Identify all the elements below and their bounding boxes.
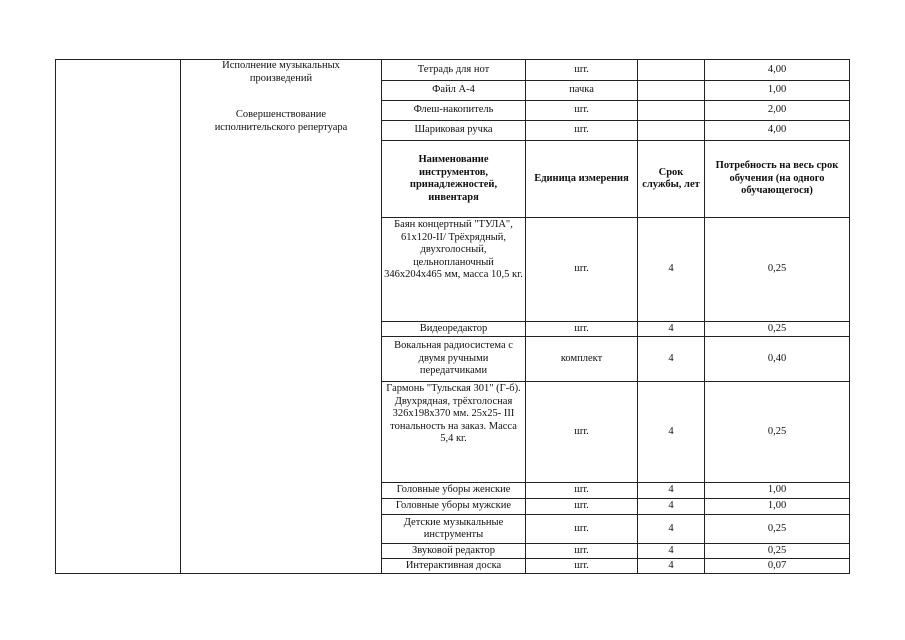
header-unit: Единица измерения [526,141,638,218]
item-unit: шт. [526,60,638,81]
header-need: Потребность на весь срок обучения (на одного обучающегося) [705,141,850,218]
item-need: 1,00 [705,483,850,499]
item-unit: шт. [526,101,638,121]
item-name: Звуковой редактор [382,544,526,559]
item-need: 4,00 [705,60,850,81]
header-name: Наименование инструментов, принадлежностей, инвентаря [382,141,526,218]
item-unit: шт. [526,322,638,337]
activity-cell [181,60,382,574]
activity-line: Совершенствование [235,109,327,120]
item-need: 2,00 [705,101,850,121]
item-need: 0,07 [705,559,850,574]
item-name: Вокальная радиосистема с двумя ручными передатчиками [382,337,526,382]
item-term: 4 [638,218,705,322]
item-name: Флеш-накопитель [382,101,526,121]
item-unit: шт. [526,382,638,483]
activity-line: исполнительского репертуара [214,121,348,133]
item-term: 4 [638,515,705,544]
item-term: 4 [638,382,705,483]
item-unit: комплект [526,337,638,382]
item-unit: шт. [526,483,638,499]
item-unit: шт. [526,515,638,544]
item-term: 4 [638,337,705,382]
item-name: Гармонь "Тульская 301" (Г-б). Двухрядная, трёхголосная 326х198х370 мм. 25х25- III тональность на заказ. Масса 5,4 кг. [382,382,526,483]
item-name: Баян концертный "ТУЛА", 61х120-II/ Трёхрядный, двухголосный, цельнопланочный 346х204х465 мм, масса 10,5 кг. [382,218,526,322]
item-need: 4,00 [705,121,850,141]
item-term: 4 [638,544,705,559]
item-name: Шариковая ручка [382,121,526,141]
item-name: Интерактивная доска [382,559,526,574]
item-term [638,81,705,101]
item-name: Головные уборы женские [382,483,526,499]
item-need: 0,25 [705,218,850,322]
item-term: 4 [638,499,705,515]
item-need: 0,25 [705,515,850,544]
item-need: 1,00 [705,499,850,515]
blank-column-cell [56,60,181,574]
item-name: Видеоредактор [382,322,526,337]
equipment-table [55,59,850,574]
item-name: Тетрадь для нот [382,60,526,81]
item-name: Детские музыкальные инструменты [382,515,526,544]
item-unit: шт. [526,218,638,322]
item-unit: шт. [526,544,638,559]
header-term: Срок службы, лет [638,141,705,218]
item-term [638,101,705,121]
item-need: 0,40 [705,337,850,382]
item-name: Файл А-4 [382,81,526,101]
item-unit: пачка [526,81,638,101]
item-unit: шт. [526,559,638,574]
table-row [56,60,850,81]
item-need: 0,25 [705,544,850,559]
item-term [638,121,705,141]
activity-line: Исполнение музыкальных [222,60,340,71]
item-unit: шт. [526,121,638,141]
item-need: 0,25 [705,322,850,337]
item-term [638,60,705,81]
item-term: 4 [638,559,705,574]
item-term: 4 [638,322,705,337]
activity-line: произведений [249,72,313,84]
item-need: 0,25 [705,382,850,483]
item-term: 4 [638,483,705,499]
item-need: 1,00 [705,81,850,101]
item-name: Головные уборы мужские [382,499,526,515]
item-unit: шт. [526,499,638,515]
